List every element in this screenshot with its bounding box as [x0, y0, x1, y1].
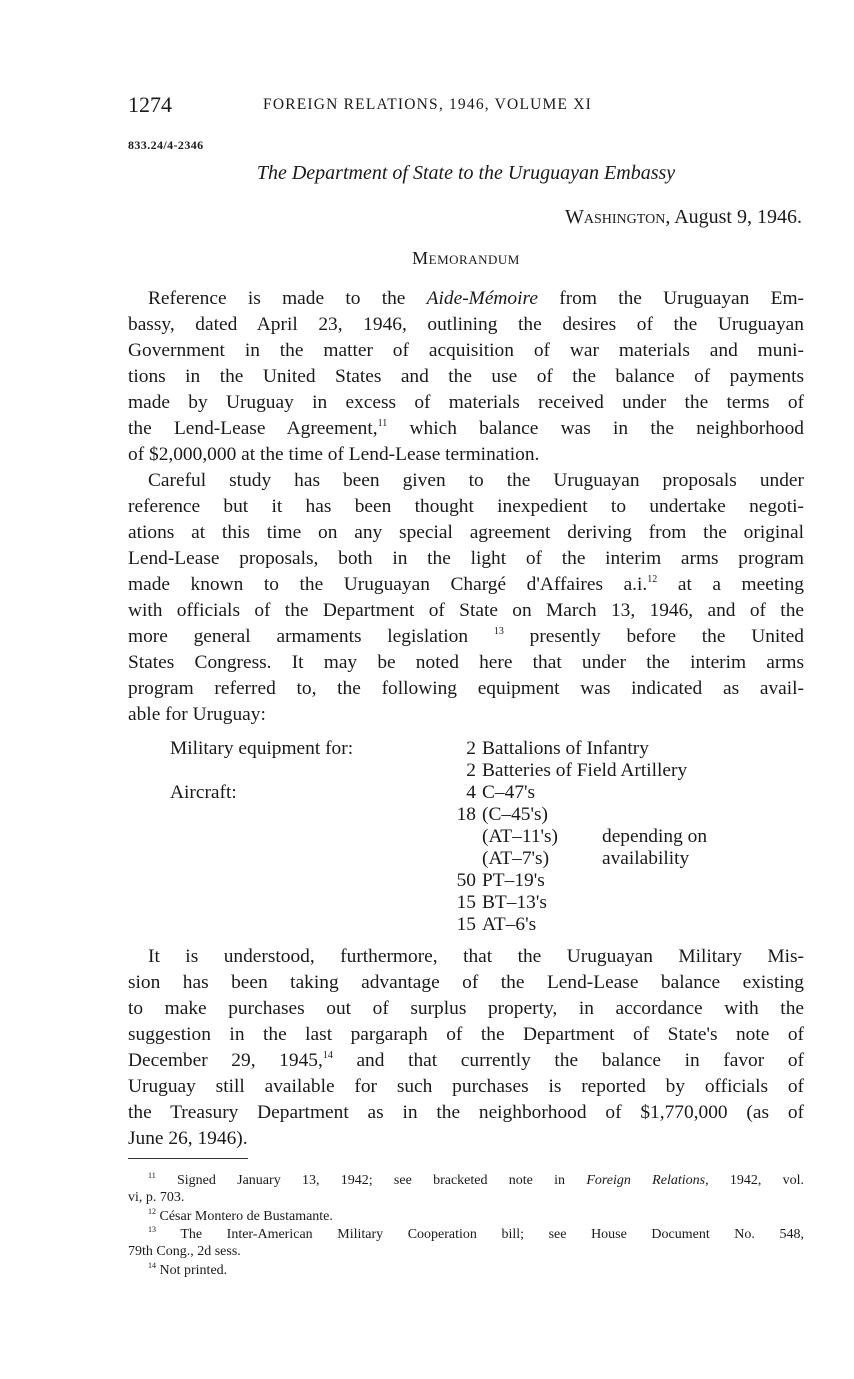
text-line: of $2,000,000 at the time of Lend-Lease termination.: [128, 444, 540, 465]
footnote-line: $^{14}$ Not printed.: [148, 1261, 228, 1278]
equipment-count: 2: [466, 738, 476, 759]
text-line: June 26, 1946).: [128, 1128, 248, 1149]
page-number: 1274: [128, 92, 172, 117]
text-line: made known to the Uruguayan Chargé d'Affaires a.i.$^{12}$ at a meeting: [128, 574, 805, 595]
military-equipment-label: Military equipment for:: [170, 738, 354, 759]
paragraph-3: [128, 944, 804, 1152]
dateline: [565, 206, 802, 229]
footnote-line: vi, p. 703.: [128, 1190, 185, 1205]
footnote-ref-14: 14: [322, 1050, 333, 1061]
equipment-item: C–47's: [482, 782, 536, 803]
text-line: made by Uruguay in excess of materials received under the terms of: [128, 392, 804, 413]
text-line: the Treasury Department as in the neighborhood of $1,770,000 (as of: [128, 1102, 804, 1123]
text-line: Government in the matter of acquisition of war materials and muni-: [128, 340, 804, 361]
text-line: ations at this time on any special agreement deriving from the original: [128, 522, 804, 543]
text-line: able for Uruguay:: [128, 704, 266, 725]
text-line: to make purchases out of surplus property, in accordance with the: [128, 998, 804, 1019]
text-line: more general armaments legislation $^{13}$ presently before the United: [128, 626, 804, 647]
text-line: bassy, dated April 23, 1946, outlining the desires of the Uruguayan: [128, 314, 804, 335]
aircraft-label: Aircraft:: [170, 782, 237, 803]
equipment-item: Battalions of Infantry: [482, 738, 649, 759]
equipment-row: [446, 826, 558, 848]
text-line: States Congress. It may be noted here that under the interim arms: [128, 652, 804, 673]
dateline-place: Washington: [565, 206, 666, 228]
equipment-count: 15: [456, 914, 476, 935]
footnote-line: $^{13}$ The Inter-American Military Cooperation bill; see House Document No. 548,: [148, 1225, 804, 1242]
equipment-row: [446, 870, 545, 892]
text-line: sion has been taking advantage of the Lend-Lease balance existing: [128, 972, 804, 993]
equipment-row: [446, 760, 687, 782]
text-line: suggestion in the last pargaraph of the Department of State's note of: [128, 1024, 804, 1045]
file-number: 833.24/4-2346: [128, 138, 204, 152]
equipment-count: 15: [456, 892, 476, 913]
equipment-row: [446, 892, 547, 914]
equipment-item: PT–19's: [482, 870, 545, 891]
footnote-13: [128, 1226, 804, 1260]
footnote-line: $^{12}$ César Montero de Bustamante.: [148, 1207, 333, 1224]
text-line: Careful study has been given to the Uruguayan proposals under: [148, 470, 804, 491]
footnote-ref-12: 12: [647, 574, 658, 585]
footnote-12: [128, 1208, 804, 1225]
footnote-11: [128, 1172, 804, 1206]
text-line: program referred to, the following equipment was indicated as avail-: [128, 678, 804, 699]
equipment-item: BT–13's: [482, 892, 547, 913]
footnote-line: $^{11}$ Signed January 13, 1942; see bracketed note in Foreign Relations, 1942, vol.: [148, 1171, 805, 1188]
footnote-divider: [128, 1158, 248, 1159]
text-line: Uruguay still available for such purchases is reported by officials of: [128, 1076, 804, 1097]
equipment-item: (AT–7's): [482, 848, 550, 869]
running-head: FOREIGN RELATIONS, 1946, VOLUME XI: [263, 96, 592, 113]
text-line: Lend-Lease proposals, both in the light of the interim arms program: [128, 548, 804, 569]
document-title: The Department of State to the Uruguayan Embassy: [256, 162, 676, 184]
depending-on-note: depending on: [602, 826, 708, 847]
paragraph-1: [128, 286, 804, 468]
aide-memoire-term: Aide-Mémoire: [426, 288, 538, 309]
equipment-count: 4: [466, 782, 476, 803]
equipment-row: [446, 782, 535, 804]
equipment-row: [446, 804, 548, 826]
footnote-line: 79th Cong., 2d sess.: [128, 1244, 241, 1259]
availability-note: availability: [602, 848, 690, 869]
equipment-row: [446, 738, 649, 760]
equipment-row: [446, 914, 536, 936]
text-line: the Lend-Lease Agreement,$^{11}$ which balance was in the neighborhood: [128, 418, 804, 439]
equipment-item: (C–45's): [482, 804, 548, 825]
equipment-item: (AT–11's): [482, 826, 559, 847]
equipment-count: 2: [466, 760, 476, 781]
page-header: [128, 92, 804, 120]
equipment-list: [128, 738, 804, 938]
text-line: reference but it has been thought inexpedient to undertake negoti-: [128, 496, 804, 517]
footnote-ref-13: 13: [493, 626, 504, 637]
paragraph-2: [128, 468, 804, 728]
footnote-ref-11: 11: [377, 418, 388, 429]
equipment-count: 18: [456, 804, 476, 825]
equipment-item: Batteries of Field Artillery: [482, 760, 688, 781]
equipment-item: AT–6's: [482, 914, 537, 935]
equipment-count: 50: [456, 870, 476, 891]
dateline-date: , August 9, 1946.: [665, 206, 802, 228]
text-line: tions in the United States and the use of the balance of payments: [128, 366, 804, 387]
footnote-14: [128, 1262, 804, 1279]
memorandum-heading: Memorandum: [412, 248, 520, 268]
text-line: Reference is made to the Aide-Mémoire from the Uruguayan Em-: [148, 288, 804, 309]
equipment-row: [446, 848, 549, 870]
text-line: It is understood, furthermore, that the Uruguayan Military Mis-: [148, 946, 804, 967]
text-line: December 29, 1945,14 and that currently the balance in favor of: [128, 1050, 804, 1071]
text-line: with officials of the Department of State on March 13, 1946, and of the: [128, 600, 804, 621]
